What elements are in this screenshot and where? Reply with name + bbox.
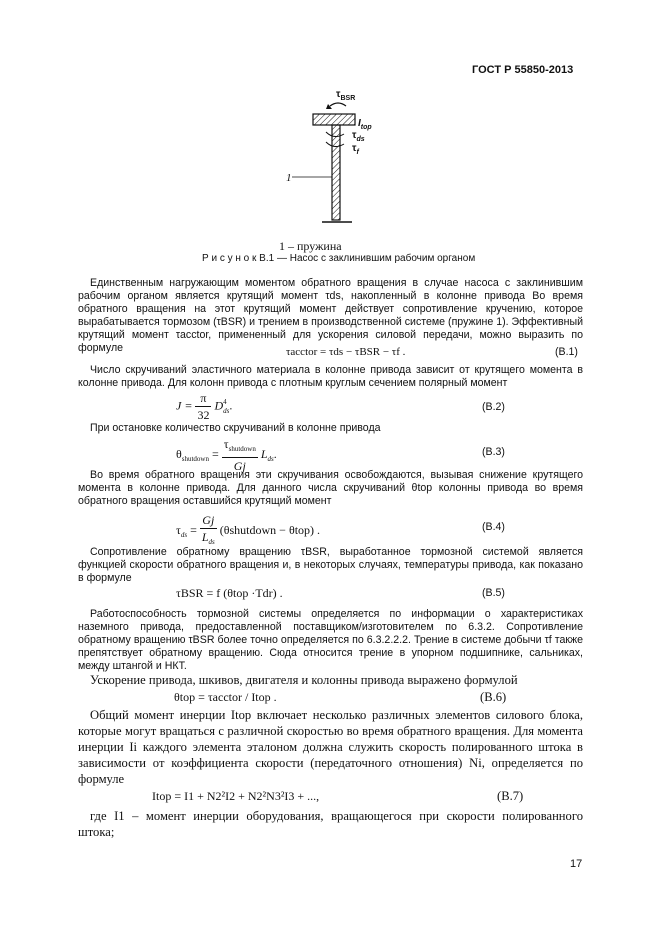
equation-b2-number: (В.2) — [482, 401, 505, 413]
figure-legend: 1 – пружина — [279, 239, 342, 253]
equation-b3: $\theta_{shutdown}$ = $\frac{\tau_{shutdown}}{Gj}$ $L_{ds}$. — [176, 437, 277, 473]
page-number: 17 — [570, 858, 583, 870]
paragraph-2: Число скручиваний эластичного материала в колонне привода зависит от крутящего момента в колонне привода. Для колонн привода с плотным круглым сечением полярный момент — [78, 364, 583, 389]
paragraph-5: Сопротивление обратному вращению τBSR, выработанное тормозной системой является функцией скорости обратного вращения и, в некоторых случаях, температуры привода, как показано в формуле — [78, 546, 583, 584]
standard-number: ГОСТ Р 55850-2013 — [472, 64, 574, 76]
figure-caption: Р и с у н о к В.1 — Насос с заклинившим рабочим органом — [202, 253, 476, 264]
equation-b5-number: (В.5) — [482, 587, 505, 599]
paragraph-6: Работоспособность тормозной системы определяется по информации о характеристиках наземного привода, предоставленной поставщиком/изготовителем по 6.3.2. Сопротивление обратному вращению τBSR более точно определяется по 6.3.2.2.2. Трение в системе добычи τf также препятствует обратному вращению. Сюда относится трение в упорном подшипнике, сальниках, между штангой и НКТ. — [78, 608, 583, 672]
paragraph-9: где I1 – момент инерции оборудования, вращающегося при скорости полированного штока; — [78, 809, 583, 839]
equation-b1-number: (В.1) — [555, 346, 578, 358]
equation-b7: Itop = I1 + N2²I2 + N2²N3²I3 + ..., — [152, 789, 320, 803]
equation-b1: τacctor = τds − τBSR − τf . — [286, 346, 406, 358]
paragraph-8: Общий момент инерции Itop включает несколько различных элементов силового блока, которые могут вращаться с различной скоростью во время обратного вращения. Для момента инерции Ii каждого элемента эталоном должна служить скорость полированного штока в зависимости от коэффициента скорости (передаточного отношения) Ni, определяется по формуле — [78, 708, 583, 786]
equation-b4-number: (В.4) — [482, 521, 505, 533]
label-tau-ds: $\tau_{ds}$ — [352, 130, 365, 143]
paragraph-1: Единственным нагружающим моментом обратного вращения в случае насоса с заклинившим рабочим органом является крутящий момент τds, накопленный в колонне привода Во время обратного вращения на этот крутящий момент действует сопротивление кручению, которое вырабатывается тормозом (τBSR) и трением в производственной системе (пружине 1). Эффективный крутящий момент τacctor, примененный для ускорения силовой передачи, можно выразить по формуле — [78, 277, 583, 354]
label-tau-bsr: $\tau_{BSR}$ — [336, 89, 356, 102]
equation-b3-number: (В.3) — [482, 446, 505, 458]
equation-b7-number: (В.7) — [497, 789, 524, 803]
paragraph-4: Во время обратного вращения эти скручивания освобождаются, вызывая снижение крутящего момента в колонне привода. Для данного числа скручиваний θtop колонны привода во время обратного вращения оставшийся крутящий момент — [78, 469, 583, 507]
equation-b6-number: (В.6) — [480, 690, 507, 704]
paragraph-3: При остановке количество скручиваний в колонне привода — [90, 422, 381, 434]
equation-b4: $\tau_{ds}$ = $\frac{Gj}{L_{ds}}$ (θshutdown − θtop) . — [176, 513, 321, 546]
top-plate — [313, 114, 355, 125]
equation-b5: τBSR = f (θtop ·Tdr) . — [176, 586, 283, 600]
paragraph-7: Ускорение привода, шкивов, двигателя и колонны привода выражено формулой — [90, 673, 518, 687]
equation-b2: J = $\frac{\pi}{32}$ D 4 ds . — [176, 391, 233, 422]
equation-b6: θtop = τacctor / Itop . — [174, 690, 277, 704]
label-pointer-1: 1 — [286, 172, 292, 184]
label-i-top: $I_{top}$ — [358, 118, 372, 131]
label-tau-f: $\tau_f$ — [352, 143, 359, 156]
shaft — [332, 125, 340, 220]
figure-pump-diagram — [270, 84, 410, 234]
